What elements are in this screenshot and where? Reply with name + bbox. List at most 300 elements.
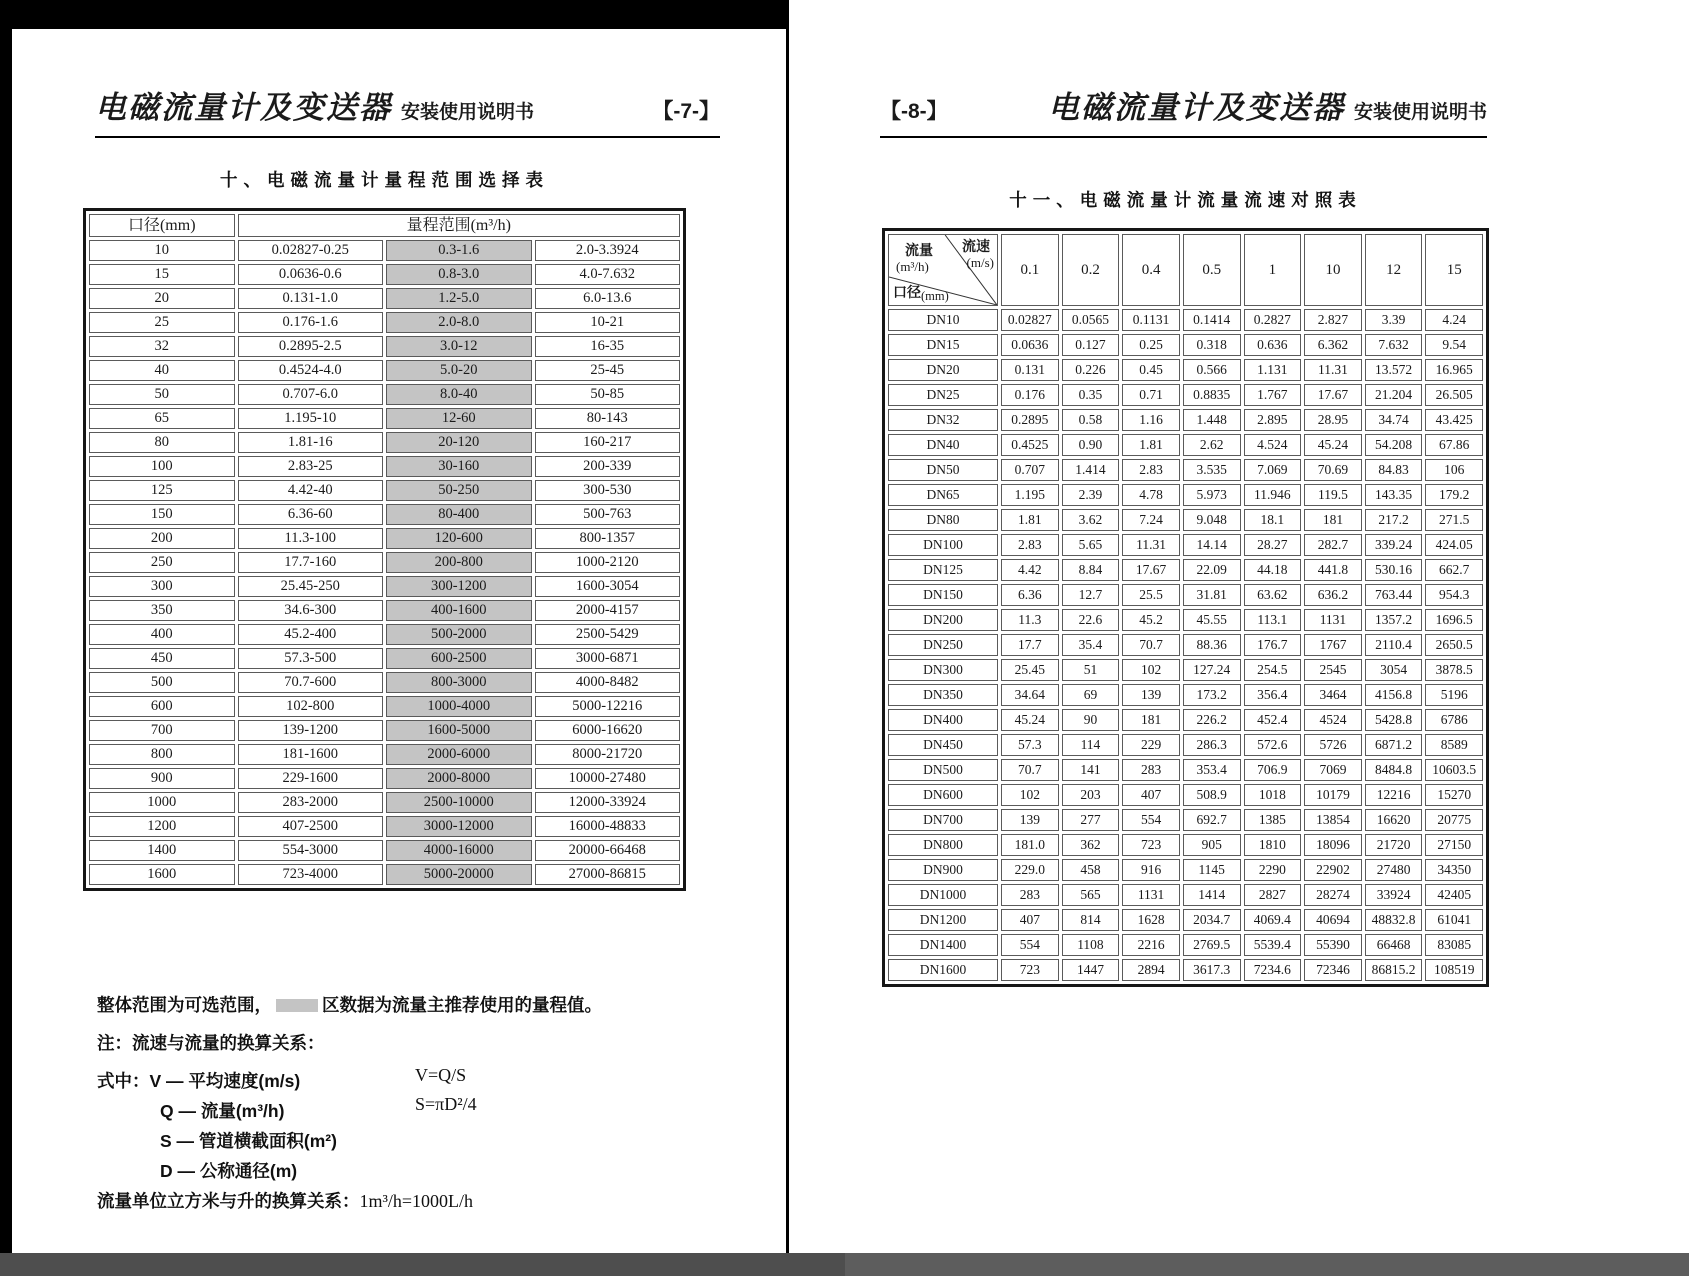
flow-value-cell: 565	[1062, 884, 1120, 906]
flow-value-cell: 127.24	[1183, 659, 1241, 681]
diameter-cell: 80	[89, 432, 235, 453]
dn-diameter-cell: DN600	[888, 784, 998, 806]
range-table-row	[89, 840, 680, 861]
range-table-row	[89, 240, 680, 261]
recommended-range-cell: 20-120	[386, 432, 532, 453]
velocity-table-row	[888, 434, 1483, 456]
flow-value-cell: 0.58	[1062, 409, 1120, 431]
velocity-table-row	[888, 334, 1483, 356]
diameter-cell: 500	[89, 672, 235, 693]
flow-value-cell: 4.78	[1122, 484, 1180, 506]
dn-diameter-cell: DN900	[888, 859, 998, 881]
dn-diameter-cell: DN1400	[888, 934, 998, 956]
recommended-range-cell: 400-1600	[386, 600, 532, 621]
flow-value-cell: 5196	[1425, 684, 1483, 706]
dn-diameter-cell: DN65	[888, 484, 998, 506]
flow-value-cell: 4156.8	[1365, 684, 1423, 706]
range-table-row	[89, 264, 680, 285]
velocity-table-row	[888, 859, 1483, 881]
diameter-cell: 200	[89, 528, 235, 549]
range-cell: 8000-21720	[535, 744, 681, 765]
range-cell: 70.7-600	[238, 672, 384, 693]
flow-value-cell: 31.81	[1183, 584, 1241, 606]
range-cell: 4.42-40	[238, 480, 384, 501]
flow-value-cell: 3.62	[1062, 509, 1120, 531]
flow-value-cell: 139	[1001, 809, 1059, 831]
flow-value-cell: 34.74	[1365, 409, 1423, 431]
recommended-range-cell: 8.0-40	[386, 384, 532, 405]
flow-value-cell: 229	[1122, 734, 1180, 756]
flow-value-cell: 57.3	[1001, 734, 1059, 756]
flow-value-cell: 0.0636	[1001, 334, 1059, 356]
flow-value-cell: 0.25	[1122, 334, 1180, 356]
flow-value-cell: 362	[1062, 834, 1120, 856]
flow-value-cell: 25.45	[1001, 659, 1059, 681]
flow-value-cell: 229.0	[1001, 859, 1059, 881]
doc-subtitle: 安装使用说明书	[401, 102, 535, 123]
dn-diameter-cell: DN300	[888, 659, 998, 681]
page-8-header	[880, 82, 1487, 138]
flow-value-cell: 0.45	[1122, 359, 1180, 381]
range-table-row	[89, 504, 680, 525]
flow-value-cell: 905	[1183, 834, 1241, 856]
range-cell: 17.7-160	[238, 552, 384, 573]
velocity-table-row	[888, 509, 1483, 531]
range-cell: 800-1357	[535, 528, 681, 549]
flow-value-cell: 706.9	[1244, 759, 1302, 781]
flow-value-cell: 572.6	[1244, 734, 1302, 756]
velocity-table-row	[888, 784, 1483, 806]
range-cell: 139-1200	[238, 720, 384, 741]
flow-value-cell: 217.2	[1365, 509, 1423, 531]
velocity-column-header: 0.1	[1001, 234, 1059, 306]
range-table-row	[89, 720, 680, 741]
flow-value-cell: 14.14	[1183, 534, 1241, 556]
flow-value-cell: 10603.5	[1425, 759, 1483, 781]
flow-value-cell: 339.24	[1365, 534, 1423, 556]
flow-value-cell: 72346	[1304, 959, 1362, 981]
range-cell: 10000-27480	[535, 768, 681, 789]
range-cell: 6000-16620	[535, 720, 681, 741]
range-table-row	[89, 360, 680, 381]
where-line: 式中：V — 平均速度(m/s)	[97, 1071, 301, 1091]
recommended-range-cell: 300-1200	[386, 576, 532, 597]
flow-value-cell: 102	[1122, 659, 1180, 681]
diameter-cell: 40	[89, 360, 235, 381]
dn-diameter-cell: DN700	[888, 809, 998, 831]
flow-value-cell: 21720	[1365, 834, 1423, 856]
velocity-table-row	[888, 759, 1483, 781]
recommended-range-cell: 0.8-3.0	[386, 264, 532, 285]
flow-value-cell: 45.55	[1183, 609, 1241, 631]
flow-value-cell: 2216	[1122, 934, 1180, 956]
range-table-row	[89, 624, 680, 645]
formula-area: S=πD²/4	[415, 1094, 477, 1114]
dn-diameter-cell: DN50	[888, 459, 998, 481]
diameter-cell: 100	[89, 456, 235, 477]
page-8	[789, 0, 1689, 1253]
page-number-7: 【-7-】	[652, 100, 720, 123]
range-cell: 1.81-16	[238, 432, 384, 453]
range-table-row	[89, 480, 680, 501]
flow-value-cell: 1.414	[1062, 459, 1120, 481]
flow-value-cell: 7234.6	[1244, 959, 1302, 981]
flow-value-cell: 26.505	[1425, 384, 1483, 406]
flow-value-cell: 6.36	[1001, 584, 1059, 606]
dn-diameter-cell: DN1200	[888, 909, 998, 931]
velocity-table-row	[888, 884, 1483, 906]
flow-value-cell: 723	[1122, 834, 1180, 856]
flow-value-cell: 407	[1001, 909, 1059, 931]
range-table-row	[89, 792, 680, 813]
range-cell: 0.176-1.6	[238, 312, 384, 333]
velocity-column-header: 0.5	[1183, 234, 1241, 306]
flow-value-cell: 6871.2	[1365, 734, 1423, 756]
range-cell: 0.707-6.0	[238, 384, 384, 405]
flow-value-cell: 0.226	[1062, 359, 1120, 381]
flow-value-cell: 2.62	[1183, 434, 1241, 456]
velocity-table-row	[888, 959, 1483, 981]
flow-value-cell: 1767	[1304, 634, 1362, 656]
flow-value-cell: 1.767	[1244, 384, 1302, 406]
recommended-range-cell: 2.0-8.0	[386, 312, 532, 333]
recommended-range-cell: 0.3-1.6	[386, 240, 532, 261]
flow-value-cell: 2769.5	[1183, 934, 1241, 956]
range-cell: 25.45-250	[238, 576, 384, 597]
range-cell: 80-143	[535, 408, 681, 429]
flow-value-cell: 40694	[1304, 909, 1362, 931]
page-7-header	[95, 82, 720, 138]
flow-value-cell: 4.24	[1425, 309, 1483, 331]
flow-value-cell: 15270	[1425, 784, 1483, 806]
dn-diameter-cell: DN250	[888, 634, 998, 656]
velocity-table-row	[888, 559, 1483, 581]
range-cell: 45.2-400	[238, 624, 384, 645]
dn-diameter-cell: DN150	[888, 584, 998, 606]
velocity-column-header: 1	[1244, 234, 1302, 306]
range-cell: 6.36-60	[238, 504, 384, 525]
velocity-table-row	[888, 934, 1483, 956]
flow-value-cell: 63.62	[1244, 584, 1302, 606]
flow-value-cell: 0.0565	[1062, 309, 1120, 331]
flow-value-cell: 1696.5	[1425, 609, 1483, 631]
dn-diameter-cell: DN80	[888, 509, 998, 531]
range-cell: 11.3-100	[238, 528, 384, 549]
corner-diameter-label: 口径(mm)	[893, 284, 949, 303]
flow-value-cell: 1810	[1244, 834, 1302, 856]
flow-value-cell: 4.524	[1244, 434, 1302, 456]
velocity-column-header: 0.2	[1062, 234, 1120, 306]
flow-value-cell: 69	[1062, 684, 1120, 706]
flow-value-cell: 0.02827	[1001, 309, 1059, 331]
flow-value-cell: 8589	[1425, 734, 1483, 756]
flow-value-cell: 25.5	[1122, 584, 1180, 606]
flow-value-cell: 723	[1001, 959, 1059, 981]
velocity-table-row	[888, 359, 1483, 381]
flow-value-cell: 70.69	[1304, 459, 1362, 481]
range-cell: 200-339	[535, 456, 681, 477]
flow-value-cell: 143.35	[1365, 484, 1423, 506]
flow-value-cell: 45.2	[1122, 609, 1180, 631]
recommended-range-cell: 2500-10000	[386, 792, 532, 813]
flow-value-cell: 1357.2	[1365, 609, 1423, 631]
flow-value-cell: 66468	[1365, 934, 1423, 956]
flow-value-cell: 28.27	[1244, 534, 1302, 556]
range-cell: 2.83-25	[238, 456, 384, 477]
range-table-row	[89, 552, 680, 573]
flow-value-cell: 2034.7	[1183, 909, 1241, 931]
flow-value-cell: 530.16	[1365, 559, 1423, 581]
corner-flow-label: 流量	[905, 242, 933, 258]
formula-velocity: V=Q/S	[415, 1065, 467, 1085]
flow-value-cell: 1.131	[1244, 359, 1302, 381]
flow-value-cell: 283	[1122, 759, 1180, 781]
dn-diameter-cell: DN100	[888, 534, 998, 556]
range-table-row	[89, 864, 680, 885]
range-table-row	[89, 288, 680, 309]
flow-value-cell: 48832.8	[1365, 909, 1423, 931]
d-definition: D — 公称通径(m)	[160, 1161, 298, 1181]
recommended-range-cell: 80-400	[386, 504, 532, 525]
range-table-header-row	[89, 214, 680, 237]
flow-value-cell: 0.71	[1122, 384, 1180, 406]
recommended-range-cell: 12-60	[386, 408, 532, 429]
flow-value-cell: 0.4525	[1001, 434, 1059, 456]
range-cell: 5000-12216	[535, 696, 681, 717]
dn-diameter-cell: DN15	[888, 334, 998, 356]
diameter-cell: 65	[89, 408, 235, 429]
velocity-table-row	[888, 809, 1483, 831]
flow-value-cell: 45.24	[1001, 709, 1059, 731]
range-table-row	[89, 600, 680, 621]
recommended-color-swatch	[276, 999, 318, 1012]
velocity-table-row	[888, 834, 1483, 856]
diameter-cell: 15	[89, 264, 235, 285]
range-cell: 1.195-10	[238, 408, 384, 429]
unit-conversion-value: 1m³/h=1000L/h	[359, 1191, 474, 1211]
flow-value-cell: 43.425	[1425, 409, 1483, 431]
flow-value-cell: 44.18	[1244, 559, 1302, 581]
page-8-title-group	[1048, 82, 1487, 127]
flow-value-cell: 0.318	[1183, 334, 1241, 356]
flow-value-cell: 0.1414	[1183, 309, 1241, 331]
flow-value-cell: 181	[1122, 709, 1180, 731]
doc-title: 电磁流量计及变送器	[95, 90, 392, 125]
flow-value-cell: 11.31	[1122, 534, 1180, 556]
flow-value-cell: 2.895	[1244, 409, 1302, 431]
flow-value-cell: 3.535	[1183, 459, 1241, 481]
range-cell: 16000-48833	[535, 816, 681, 837]
flow-value-cell: 4.42	[1001, 559, 1059, 581]
flow-value-cell: 67.86	[1425, 434, 1483, 456]
flow-value-cell: 11.3	[1001, 609, 1059, 631]
flow-value-cell: 3.39	[1365, 309, 1423, 331]
corner-velocity-unit: (m/s)	[966, 255, 994, 270]
flow-value-cell: 814	[1062, 909, 1120, 931]
range-table-row	[89, 696, 680, 717]
flow-value-cell: 7.069	[1244, 459, 1302, 481]
diameter-cell: 1200	[89, 816, 235, 837]
unit-conversion-label: 流量单位立方米与升的换算关系：	[97, 1191, 360, 1211]
range-cell: 2000-4157	[535, 600, 681, 621]
velocity-table-row	[888, 684, 1483, 706]
diameter-cell: 50	[89, 384, 235, 405]
flow-value-cell: 5428.8	[1365, 709, 1423, 731]
flow-value-cell: 6.362	[1304, 334, 1362, 356]
flow-value-cell: 1447	[1062, 959, 1120, 981]
range-cell: 2.0-3.3924	[535, 240, 681, 261]
velocity-table-row	[888, 409, 1483, 431]
flow-value-cell: 3617.3	[1183, 959, 1241, 981]
flow-value-cell: 286.3	[1183, 734, 1241, 756]
range-cell: 1600-3054	[535, 576, 681, 597]
range-cell: 34.6-300	[238, 600, 384, 621]
range-cell: 181-1600	[238, 744, 384, 765]
recommended-range-cell: 5.0-20	[386, 360, 532, 381]
flow-value-cell: 13.572	[1365, 359, 1423, 381]
velocity-table-row	[888, 384, 1483, 406]
flow-value-cell: 51	[1062, 659, 1120, 681]
flow-value-cell: 141	[1062, 759, 1120, 781]
flow-value-cell: 173.2	[1183, 684, 1241, 706]
flow-value-cell: 277	[1062, 809, 1120, 831]
flow-value-cell: 2545	[1304, 659, 1362, 681]
flow-value-cell: 84.83	[1365, 459, 1423, 481]
diameter-cell: 32	[89, 336, 235, 357]
flow-value-cell: 0.8835	[1183, 384, 1241, 406]
flow-value-cell: 5.65	[1062, 534, 1120, 556]
q-definition: Q — 流量(m³/h)	[160, 1101, 285, 1121]
flow-value-cell: 282.7	[1304, 534, 1362, 556]
recommended-range-cell: 3.0-12	[386, 336, 532, 357]
range-table-row	[89, 408, 680, 429]
flow-value-cell: 2650.5	[1425, 634, 1483, 656]
range-table-notes	[97, 993, 745, 1227]
flow-value-cell: 4524	[1304, 709, 1362, 731]
flow-value-cell: 22902	[1304, 859, 1362, 881]
dn-diameter-cell: DN1000	[888, 884, 998, 906]
flow-value-cell: 22.6	[1062, 609, 1120, 631]
flow-value-cell: 0.176	[1001, 384, 1059, 406]
flow-value-cell: 1108	[1062, 934, 1120, 956]
flow-value-cell: 0.35	[1062, 384, 1120, 406]
range-cell: 12000-33924	[535, 792, 681, 813]
flow-value-cell: 1.81	[1122, 434, 1180, 456]
recommended-range-cell: 800-3000	[386, 672, 532, 693]
velocity-table-row	[888, 484, 1483, 506]
flow-value-cell: 181.0	[1001, 834, 1059, 856]
velocity-table-row	[888, 634, 1483, 656]
flow-value-cell: 283	[1001, 884, 1059, 906]
flow-value-cell: 2110.4	[1365, 634, 1423, 656]
recommended-range-cell: 5000-20000	[386, 864, 532, 885]
flow-value-cell: 28274	[1304, 884, 1362, 906]
page-7-title-group	[95, 82, 534, 127]
range-cell: 102-800	[238, 696, 384, 717]
flow-value-cell: 226.2	[1183, 709, 1241, 731]
flow-value-cell: 1628	[1122, 909, 1180, 931]
flow-value-cell: 55390	[1304, 934, 1362, 956]
dn-diameter-cell: DN40	[888, 434, 998, 456]
diameter-cell: 400	[89, 624, 235, 645]
corner-box	[889, 235, 997, 305]
range-table-row	[89, 336, 680, 357]
page-7	[12, 0, 786, 1253]
scan-artifact-bottom-bar	[0, 1253, 1689, 1276]
range-cell: 4000-8482	[535, 672, 681, 693]
flow-value-cell: 6786	[1425, 709, 1483, 731]
flow-value-cell: 3464	[1304, 684, 1362, 706]
flow-value-cell: 10179	[1304, 784, 1362, 806]
flow-value-cell: 424.05	[1425, 534, 1483, 556]
diameter-cell: 25	[89, 312, 235, 333]
range-cell: 16-35	[535, 336, 681, 357]
flow-value-cell: 70.7	[1001, 759, 1059, 781]
diameter-cell: 20	[89, 288, 235, 309]
range-table-row	[89, 576, 680, 597]
range-table	[83, 208, 686, 891]
velocity-column-header: 15	[1425, 234, 1483, 306]
flow-value-cell: 7069	[1304, 759, 1362, 781]
flow-value-cell: 203	[1062, 784, 1120, 806]
flow-value-cell: 1385	[1244, 809, 1302, 831]
dn-diameter-cell: DN125	[888, 559, 998, 581]
flow-value-cell: 35.4	[1062, 634, 1120, 656]
flow-value-cell: 13854	[1304, 809, 1362, 831]
flow-value-cell: 0.636	[1244, 334, 1302, 356]
recommended-range-cell: 50-250	[386, 480, 532, 501]
flow-value-cell: 1131	[1122, 884, 1180, 906]
flow-value-cell: 102	[1001, 784, 1059, 806]
velocity-column-header: 0.4	[1122, 234, 1180, 306]
flow-value-cell: 16620	[1365, 809, 1423, 831]
flow-value-cell: 0.707	[1001, 459, 1059, 481]
range-cell: 10-21	[535, 312, 681, 333]
dn-diameter-cell: DN500	[888, 759, 998, 781]
flow-value-cell: 12216	[1365, 784, 1423, 806]
flow-value-cell: 0.1131	[1122, 309, 1180, 331]
flow-value-cell: 27150	[1425, 834, 1483, 856]
flow-value-cell: 4069.4	[1244, 909, 1302, 931]
dn-diameter-cell: DN200	[888, 609, 998, 631]
diameter-cell: 300	[89, 576, 235, 597]
flow-value-cell: 271.5	[1425, 509, 1483, 531]
range-table-row	[89, 672, 680, 693]
flow-value-cell: 662.7	[1425, 559, 1483, 581]
velocity-table-row	[888, 609, 1483, 631]
flow-value-cell: 139	[1122, 684, 1180, 706]
doc-subtitle: 安装使用说明书	[1353, 102, 1487, 123]
range-cell: 0.4524-4.0	[238, 360, 384, 381]
recommended-range-cell: 1.2-5.0	[386, 288, 532, 309]
flow-value-cell: 0.127	[1062, 334, 1120, 356]
velocity-column-header: 12	[1365, 234, 1423, 306]
velocity-table-row	[888, 909, 1483, 931]
flow-value-cell: 1.16	[1122, 409, 1180, 431]
range-cell: 57.3-500	[238, 648, 384, 669]
flow-value-cell: 17.67	[1304, 384, 1362, 406]
range-cell: 300-530	[535, 480, 681, 501]
flow-value-cell: 61041	[1425, 909, 1483, 931]
flow-value-cell: 452.4	[1244, 709, 1302, 731]
legend-line	[97, 993, 745, 1017]
range-table-row	[89, 432, 680, 453]
range-cell: 407-2500	[238, 816, 384, 837]
dn-diameter-cell: DN800	[888, 834, 998, 856]
flow-value-cell: 181	[1304, 509, 1362, 531]
flow-value-cell: 1145	[1183, 859, 1241, 881]
flow-value-cell: 34.64	[1001, 684, 1059, 706]
